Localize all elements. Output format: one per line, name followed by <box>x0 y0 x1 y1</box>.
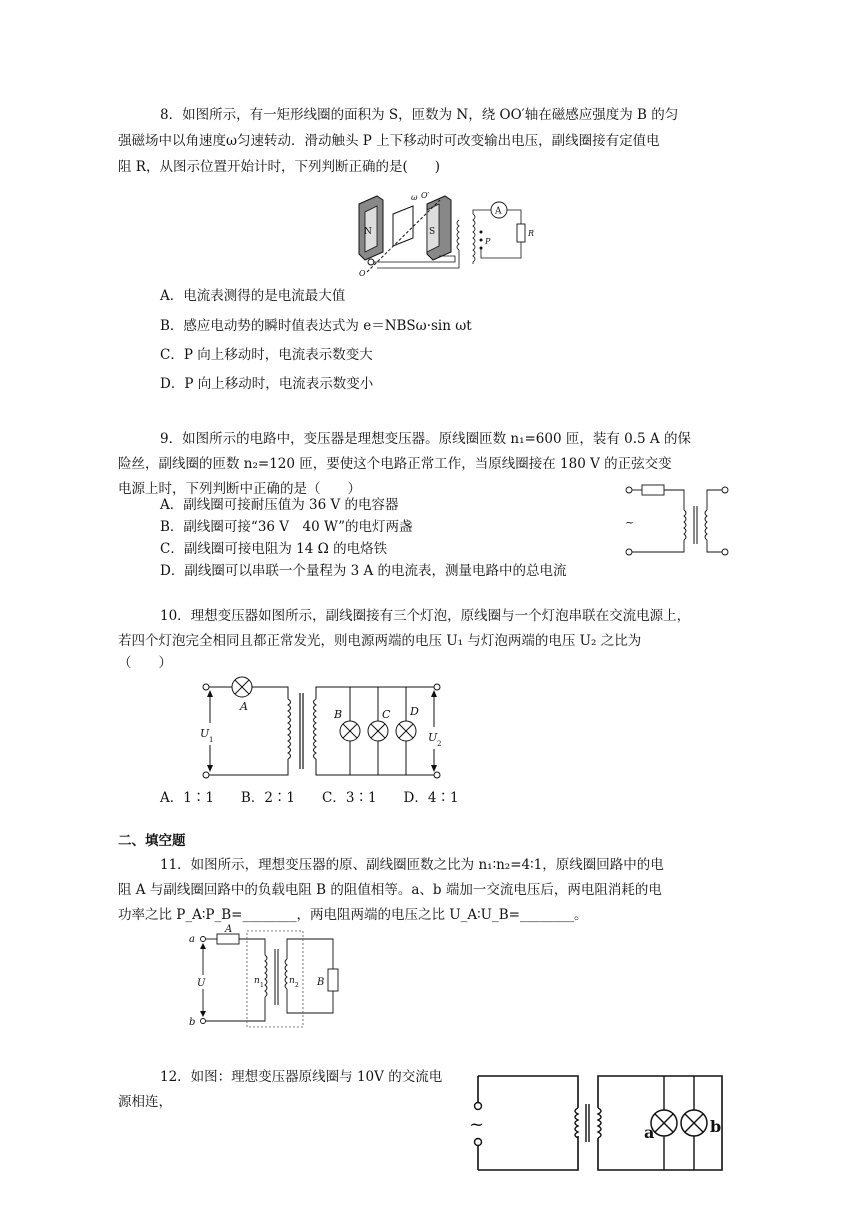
q10-transformer-lamps-figure <box>190 675 450 781</box>
q8-option-c: C．P 向上移动时，电流表示数变大 <box>160 347 373 363</box>
q11-voltage-u-label: U <box>197 978 206 989</box>
q12-ac-source-symbol: ~ <box>469 1114 485 1135</box>
q10-u2-label: U <box>428 731 438 744</box>
q8-ammeter-label: A <box>495 206 502 217</box>
q10-lamp-a-label: A <box>240 700 248 713</box>
q8-generator-transformer-figure <box>355 192 555 276</box>
q9-option-d: D．副线圈可以串联一个量程为 3 A 的电流表，测量电路中的总电流 <box>160 563 567 579</box>
q11-transformer-figure <box>185 925 355 1029</box>
q12-stem-line-1: 12．如图：理想变压器原线圈与 10V 的交流电 <box>160 1069 443 1085</box>
q11-terminal-b-label: b <box>189 1017 196 1028</box>
q9-stem-line-1: 9．如图所示的电路中，变压器是理想变压器。原线圈匝数 n₁=600 匝，装有 0.5 A 的保 <box>160 431 691 447</box>
q8-o-prime-label: O′ <box>421 191 430 200</box>
q10-stem-line-3: （ ） <box>118 655 172 671</box>
q12-lamp-b-label: b <box>710 1117 722 1136</box>
q8-s-pole-label: S <box>429 227 436 237</box>
q11-stem-line-1: 11．如图所示，理想变压器的原、副线圈匝数之比为 n₁∶n₂=4∶1，原线圈回路中的电 <box>160 857 664 873</box>
q8-r-label: R <box>528 229 535 238</box>
q8-omega-label: ω <box>411 193 418 202</box>
q8-option-d: D．P 向上移动时，电流表示数变小 <box>160 376 374 392</box>
q9-transformer-figure <box>622 480 732 564</box>
q8-stem-line-3: 阻 R，从图示位置开始计时，下列判断正确的是( ) <box>118 159 440 175</box>
q11-resistor-b-label: B <box>317 977 325 988</box>
q11-terminal-a-label: a <box>189 934 195 945</box>
q11-stem-line-3: 功率之比 P_A∶P_B=________，两电阻两端的电压之比 U_A∶U_B=________。 <box>118 907 588 923</box>
q11-n1-subscript: 1 <box>260 982 264 989</box>
q11-n1-label: n <box>254 976 260 986</box>
q11-n2-subscript: 2 <box>295 982 299 989</box>
q8-n-pole-label: N <box>364 227 372 237</box>
q9-stem-line-2: 险丝，副线圈的匝数 n₂=120 匝，要使这个电路正常工作，当原线圈接在 180 V 的正弦交变 <box>118 456 672 472</box>
q8-stem-line-1: 8．如图所示，有一矩形线圈的面积为 S，匝数为 N，绕 OO′轴在磁感应强度为 B 的匀 <box>160 107 679 123</box>
q9-ac-source-symbol: ~ <box>625 516 635 529</box>
q8-o-label: O <box>359 269 366 278</box>
q9-option-c: C．副线圈可接电阻为 14 Ω 的电烙铁 <box>160 541 388 557</box>
q8-p-label: P <box>485 237 491 246</box>
q8-stem-line-2: 强磁场中以角速度ω匀速转动．滑动触头 P 上下移动时可改变输出电压，副线圈接有定值电 <box>118 133 660 149</box>
q10-u1-subscript: 1 <box>209 736 214 744</box>
q9-stem-line-3: 电源上时，下列判断中正确的是（ ） <box>118 481 361 497</box>
q9-option-a: A．副线圈可接耐压值为 36 V 的电容器 <box>160 497 399 513</box>
q11-stem-line-2: 阻 A 与副线圈回路中的负载电阻 B 的阻值相等。a、b 端加一交流电压后，两电阻消耗的电 <box>118 882 662 898</box>
q10-lamp-d-label: D <box>410 705 419 718</box>
q10-lamp-b-label: B <box>334 708 343 721</box>
q10-stem-line-2: 若四个灯泡完全相同且都正常发光，则电源两端的电压 U₁ 与灯泡两端的电压 U₂ 之比为 <box>118 633 642 649</box>
q12-transformer-figure <box>460 1070 730 1174</box>
q10-u1-label: U <box>200 727 210 740</box>
q10-options: A．1∶1 B．2∶1 C．3∶1 D．4∶1 <box>160 790 459 806</box>
q8-option-a: A．电流表测得的是电流最大值 <box>160 288 346 304</box>
q10-lamp-c-label: C <box>382 708 391 721</box>
q12-lamp-a-label: a <box>644 1123 655 1142</box>
q8-option-b: B．感应电动势的瞬时值表达式为 e＝NBSω·sin ωt <box>160 318 472 334</box>
q11-n2-label: n <box>289 976 295 986</box>
section-title-fill-in: 二、填空题 <box>118 833 186 849</box>
q12-stem-line-2: 源相连， <box>118 1094 172 1110</box>
q11-resistor-a-label: A <box>225 924 233 935</box>
q10-u2-subscript: 2 <box>437 740 442 748</box>
q9-option-b: B．副线圈可接“36 V 40 W”的电灯两盏 <box>160 519 413 535</box>
q10-stem-line-1: 10．理想变压器如图所示，副线圈接有三个灯泡，原线圈与一个灯泡串联在交流电源上， <box>160 608 691 624</box>
